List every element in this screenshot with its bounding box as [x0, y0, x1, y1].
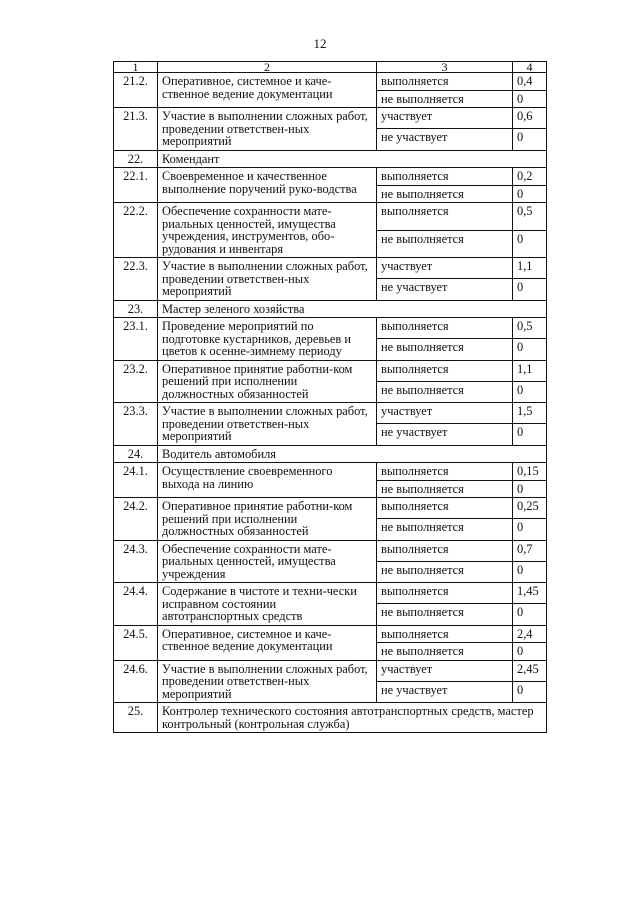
item-number: 24.3. [114, 540, 158, 583]
section-number: 24. [114, 445, 158, 463]
item-number: 22.3. [114, 258, 158, 301]
item-number: 24.2. [114, 498, 158, 541]
score-cell: 0,4 [513, 73, 547, 91]
status-cell: выполняется [377, 583, 513, 604]
criterion-text: Участие в выполнении сложных работ, проведении ответствен-ных мероприятий [158, 660, 377, 703]
table-row [114, 498, 547, 519]
section-title: Контролер технического состояния автотранспортных средств, мастер контрольный (контрольная служба) [158, 703, 547, 733]
criteria-table [113, 61, 547, 733]
page-number: 12 [313, 36, 327, 51]
status-cell: не выполняется [377, 381, 513, 402]
status-cell: не участвует [377, 681, 513, 702]
status-cell: не выполняется [377, 604, 513, 625]
status-cell: не выполняется [377, 90, 513, 108]
section-title: Водитель автомобиля [158, 445, 547, 463]
status-cell: выполняется [377, 318, 513, 339]
score-cell: 0,6 [513, 108, 547, 129]
section-title: Мастер зеленого хозяйства [158, 300, 547, 318]
table-row [114, 625, 547, 643]
section-number: 22. [114, 150, 158, 168]
table-row [114, 583, 547, 604]
criterion-text: Участие в выполнении сложных работ, проведении ответствен-ных мероприятий [158, 108, 377, 151]
status-cell: выполняется [377, 168, 513, 186]
status-cell: участвует [377, 660, 513, 681]
score-cell: 0 [513, 279, 547, 300]
table-row [114, 168, 547, 186]
section-row [114, 150, 547, 168]
score-cell: 0 [513, 643, 547, 661]
score-cell: 0 [513, 424, 547, 445]
table-row [114, 403, 547, 424]
score-cell: 2,4 [513, 625, 547, 643]
item-number: 23.3. [114, 403, 158, 446]
score-cell: 0 [513, 339, 547, 360]
score-cell: 0,15 [513, 463, 547, 481]
item-number: 24.5. [114, 625, 158, 660]
status-cell: не участвует [377, 424, 513, 445]
score-cell: 0 [513, 681, 547, 702]
criterion-text: Оперативное, системное и каче-ственное ведение документации [158, 625, 377, 660]
item-number: 24.6. [114, 660, 158, 703]
criterion-text: Своевременное и качественное выполнение поручений руко-водства [158, 168, 377, 203]
header-cell: 1 [114, 62, 158, 73]
criterion-text: Осуществление своевременного выхода на линию [158, 463, 377, 498]
score-cell: 1,1 [513, 360, 547, 381]
status-cell: участвует [377, 258, 513, 279]
status-cell: не выполняется [377, 643, 513, 661]
section-row [114, 445, 547, 463]
item-number: 21.3. [114, 108, 158, 151]
status-cell: не участвует [377, 129, 513, 150]
table-row [114, 258, 547, 279]
score-cell: 0 [513, 604, 547, 625]
criterion-text: Участие в выполнении сложных работ, проведении ответствен-ных мероприятий [158, 403, 377, 446]
status-cell: не выполняется [377, 519, 513, 540]
score-cell: 0 [513, 230, 547, 258]
status-cell: не выполняется [377, 230, 513, 258]
item-number: 21.2. [114, 73, 158, 108]
score-cell: 0 [513, 519, 547, 540]
score-cell: 0,2 [513, 168, 547, 186]
score-cell: 1,5 [513, 403, 547, 424]
score-cell: 1,1 [513, 258, 547, 279]
status-cell: выполняется [377, 463, 513, 481]
section-title: Комендант [158, 150, 547, 168]
item-number: 23.1. [114, 318, 158, 361]
status-cell: не выполняется [377, 339, 513, 360]
criterion-text: Оперативное принятие работни-ком решений при исполнении должностных обязанностей [158, 360, 377, 403]
criterion-text: Обеспечение сохранности мате-риальных ценностей, имущества учреждения [158, 540, 377, 583]
section-number: 23. [114, 300, 158, 318]
status-cell: не выполняется [377, 561, 513, 582]
status-cell: выполняется [377, 73, 513, 91]
table-row [114, 318, 547, 339]
status-cell: выполняется [377, 540, 513, 561]
status-cell: выполняется [377, 203, 513, 231]
score-cell: 0,25 [513, 498, 547, 519]
score-cell: 0,5 [513, 318, 547, 339]
table-row [114, 463, 547, 481]
status-cell: не выполняется [377, 480, 513, 498]
score-cell: 0,5 [513, 203, 547, 231]
item-number: 22.2. [114, 203, 158, 258]
section-row [114, 703, 547, 733]
score-cell: 0 [513, 561, 547, 582]
section-row [114, 300, 547, 318]
header-cell: 3 [377, 62, 513, 73]
criterion-text: Оперативное принятие работни-ком решений при исполнении должностных обязанностей [158, 498, 377, 541]
score-cell: 0 [513, 480, 547, 498]
status-cell: выполняется [377, 360, 513, 381]
header-cell: 2 [158, 62, 377, 73]
criterion-text: Оперативное, системное и каче-ственное ведение документации [158, 73, 377, 108]
table-row [114, 203, 547, 231]
score-cell: 0 [513, 381, 547, 402]
score-cell: 0 [513, 185, 547, 203]
item-number: 22.1. [114, 168, 158, 203]
item-number: 24.4. [114, 583, 158, 626]
criterion-text: Обеспечение сохранности мате-риальных ценностей, имущества учреждения, инструментов, обо-рудования и инвентаря [158, 203, 377, 258]
criterion-text: Содержание в чистоте и техни-чески исправном состоянии автотранспортных средств [158, 583, 377, 626]
status-cell: не выполняется [377, 185, 513, 203]
header-cell: 4 [513, 62, 547, 73]
status-cell: не участвует [377, 279, 513, 300]
item-number: 24.1. [114, 463, 158, 498]
criterion-text: Участие в выполнении сложных работ, проведении ответствен-ных мероприятий [158, 258, 377, 301]
table-row [114, 360, 547, 381]
table-header-row [114, 62, 547, 73]
section-number: 25. [114, 703, 158, 733]
table-row [114, 108, 547, 129]
status-cell: выполняется [377, 625, 513, 643]
status-cell: выполняется [377, 498, 513, 519]
score-cell: 0,7 [513, 540, 547, 561]
score-cell: 0 [513, 90, 547, 108]
table-row [114, 73, 547, 91]
item-number: 23.2. [114, 360, 158, 403]
score-cell: 1,45 [513, 583, 547, 604]
table-row [114, 660, 547, 681]
status-cell: участвует [377, 403, 513, 424]
criterion-text: Проведение мероприятий по подготовке кустарников, деревьев и цветов к осенне-зимнему периоду [158, 318, 377, 361]
score-cell: 2,45 [513, 660, 547, 681]
status-cell: участвует [377, 108, 513, 129]
table-row [114, 540, 547, 561]
score-cell: 0 [513, 129, 547, 150]
